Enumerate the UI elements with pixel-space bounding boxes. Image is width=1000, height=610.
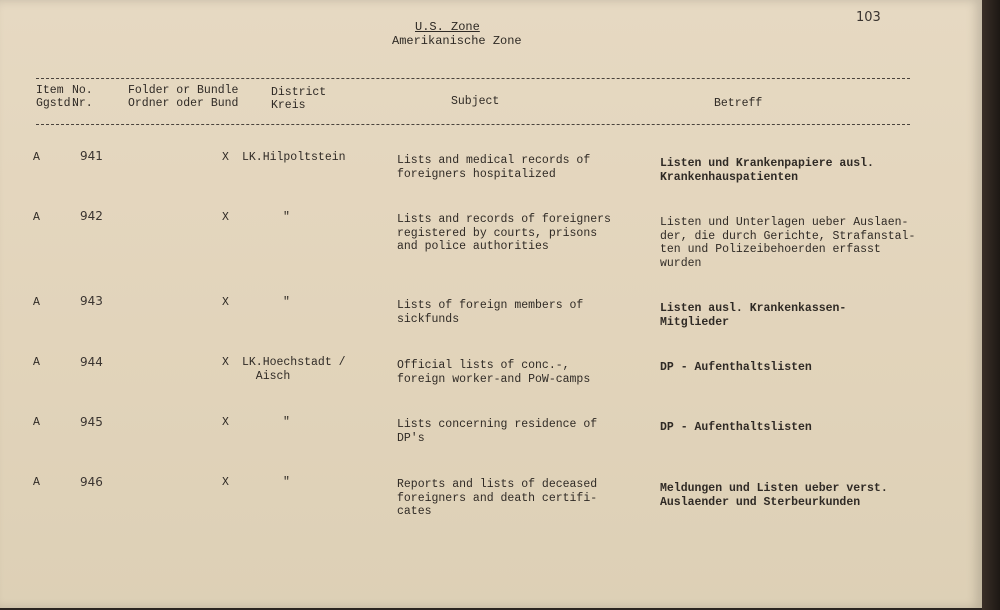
row-number: 943 (80, 294, 103, 308)
column-header-betreff: Betreff (714, 97, 763, 110)
column-header-item: Item Ggstd. (36, 84, 78, 110)
row-item-code: A (33, 151, 40, 164)
row-folder-mark: X (222, 296, 229, 309)
row-folder-mark: X (222, 476, 229, 489)
row-subject: Lists and records of foreigners registered by courts, prisons and police authorities (397, 213, 611, 253)
column-header-district: District Kreis (271, 86, 327, 112)
row-folder-mark: X (222, 211, 229, 224)
row-district: " (283, 296, 290, 309)
row-item-code: A (33, 211, 40, 224)
column-header-subject: Subject (451, 95, 500, 108)
row-folder-mark: X (222, 356, 229, 369)
zone-subtitle: Amerikanische Zone (392, 34, 522, 48)
row-number: 944 (80, 355, 103, 369)
row-number: 946 (80, 475, 103, 489)
row-item-code: A (33, 296, 40, 309)
row-betreff: Listen und Unterlagen ueber Auslaen- der, die durch Gerichte, Strafanstal- ten und Polizeibehoerden erfasst wurden (660, 216, 916, 270)
row-betreff: Meldungen und Listen ueber verst. Auslaender und Sterbeurkunden (660, 482, 888, 509)
row-number: 945 (80, 415, 103, 429)
row-betreff: Listen ausl. Krankenkassen- Mitglieder (660, 302, 847, 329)
row-district: " (283, 416, 290, 429)
row-betreff: Listen und Krankenpapiere ausl. Krankenhauspatienten (660, 157, 874, 184)
page-number: 103 (856, 10, 881, 25)
row-subject: Reports and lists of deceased foreigners and death certifi- cates (397, 478, 598, 518)
header-top-rule (36, 78, 910, 79)
book-binding-edge (982, 0, 1000, 610)
column-header-no: No. Nr. (72, 84, 93, 110)
row-betreff: DP - Aufenthaltslisten (660, 421, 812, 434)
row-folder-mark: X (222, 151, 229, 164)
row-item-code: A (33, 416, 40, 429)
row-number: 942 (80, 209, 103, 223)
row-district: " (283, 211, 290, 224)
zone-title: U.S. Zone (415, 20, 480, 34)
row-number: 941 (80, 149, 103, 163)
row-folder-mark: X (222, 416, 229, 429)
row-subject: Lists and medical records of foreigners hospitalized (397, 154, 591, 181)
row-item-code: A (33, 476, 40, 489)
row-district: " (283, 476, 290, 489)
row-subject: Official lists of conc.-, foreign worker-and PoW-camps (397, 359, 591, 386)
row-betreff: DP - Aufenthaltslisten (660, 361, 812, 374)
column-header-folder: Folder or Bundle Ordner oder Bund (128, 84, 239, 110)
header-bottom-rule (36, 124, 910, 125)
row-item-code: A (33, 356, 40, 369)
row-subject: Lists of foreign members of sickfunds (397, 299, 584, 326)
row-district: LK.Hilpoltstein (242, 151, 346, 164)
row-district: LK.Hoechstadt / Aisch (242, 356, 346, 383)
row-subject: Lists concerning residence of DP's (397, 418, 598, 445)
